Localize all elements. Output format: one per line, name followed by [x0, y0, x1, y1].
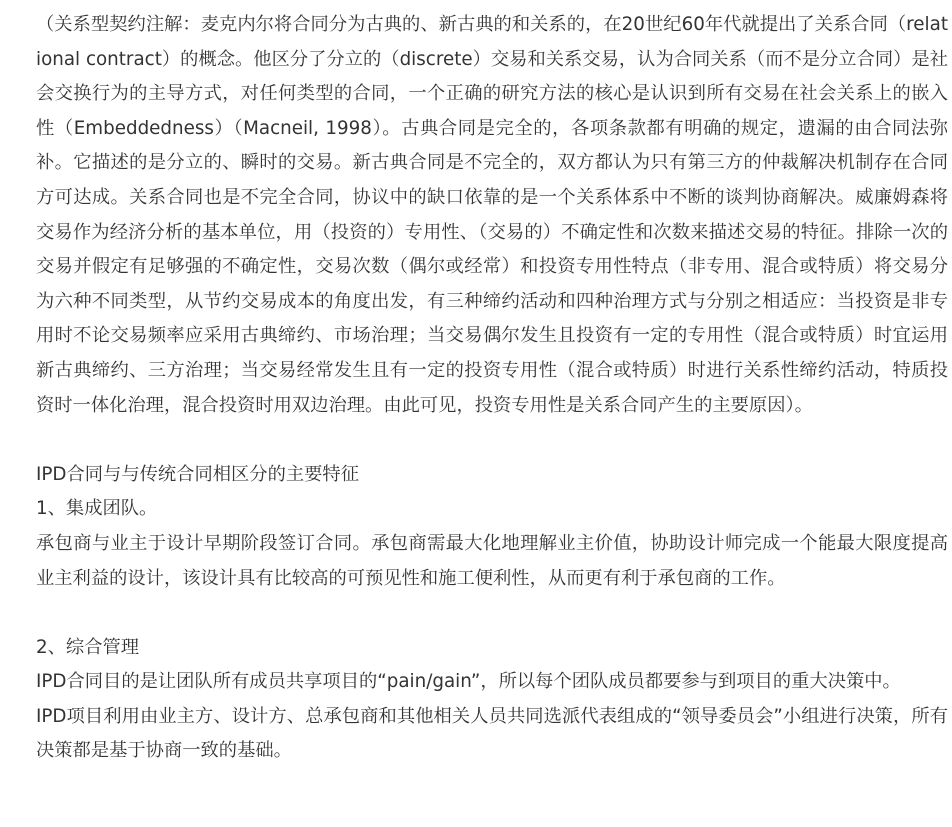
paragraph-spacer — [36, 423, 948, 458]
item2-body-1: IPD合同目的是让团队所有成员共享项目的“pain/gain”，所以每个团队成员都要参与到项目的重大决策中。 — [36, 671, 901, 693]
item2-title: 2、综合管理 — [36, 636, 140, 658]
relational-contract-note: （关系型契约注解：麦克内尔将合同分为古典的、新古典的和关系的，在20世纪60年代就提出了关系合同（relational contract）的概念。他区分了分立的（discrete）交易和关系交易，认为合同关系（而不是分立合同）是社会交换行为的主导方式，对任何类型的合同，一个正确的研究方法的核心是认识到所有交易在社会关系上的嵌入性（Embeddedness）（Macneil, 1998）。古典合同是完全的，各项条款都有明确的规定，遗漏的由合同法弥补。它描述的是分立的、瞬时的交易。新古典合同是不完全的，双方都认为只有第三方的仲裁解决机制存在合同方可达成。关系合同也是不完全合同，协议中的缺口依靠的是一个关系体系中不断的谈判协商解决。威廉姆森将交易作为经济分析的基本单位，用（投资的）专用性、（交易的）不确定性和次数来描述交易的特征。排除一次的交易并假定有足够强的不确定性，交易次数（偶尔或经常）和投资专用性特点（非专用、混合或特质）将交易分为六种不同类型，从节约交易成本的角度出发，有三种缔约活动和四种治理方式与分别之相适应：当投资是非专用时不论交易频率应采用古典缔约、市场治理；当交易偶尔发生且投资有一定的专用性（混合或特质）时宜运用新古典缔约、三方治理；当交易经常发生且有一定的投资专用性（混合或特质）时进行关系性缔约活动，特质投资时一体化治理，混合投资时用双边治理。由此可见，投资专用性是关系合同产生的主要原因）。 — [36, 14, 948, 416]
item1-body: 承包商与业主于设计早期阶段签订合同。承包商需最大化地理解业主价值，协助设计师完成一个能最大限度提高业主利益的设计，该设计具有比较高的可预见性和施工便利性，从而更有利于承包商的工作。 — [36, 532, 948, 589]
item1-title: 1、集成团队。 — [36, 498, 158, 520]
paragraph-spacer — [36, 596, 948, 631]
item2-body-2: IPD项目利用由业主方、设计方、总承包商和其他相关人员共同选派代表组成的“领导委员会”小组进行决策，所有决策都是基于协商一致的基础。 — [36, 705, 948, 762]
section-title: IPD合同与与传统合同相区分的主要特征 — [36, 463, 359, 485]
